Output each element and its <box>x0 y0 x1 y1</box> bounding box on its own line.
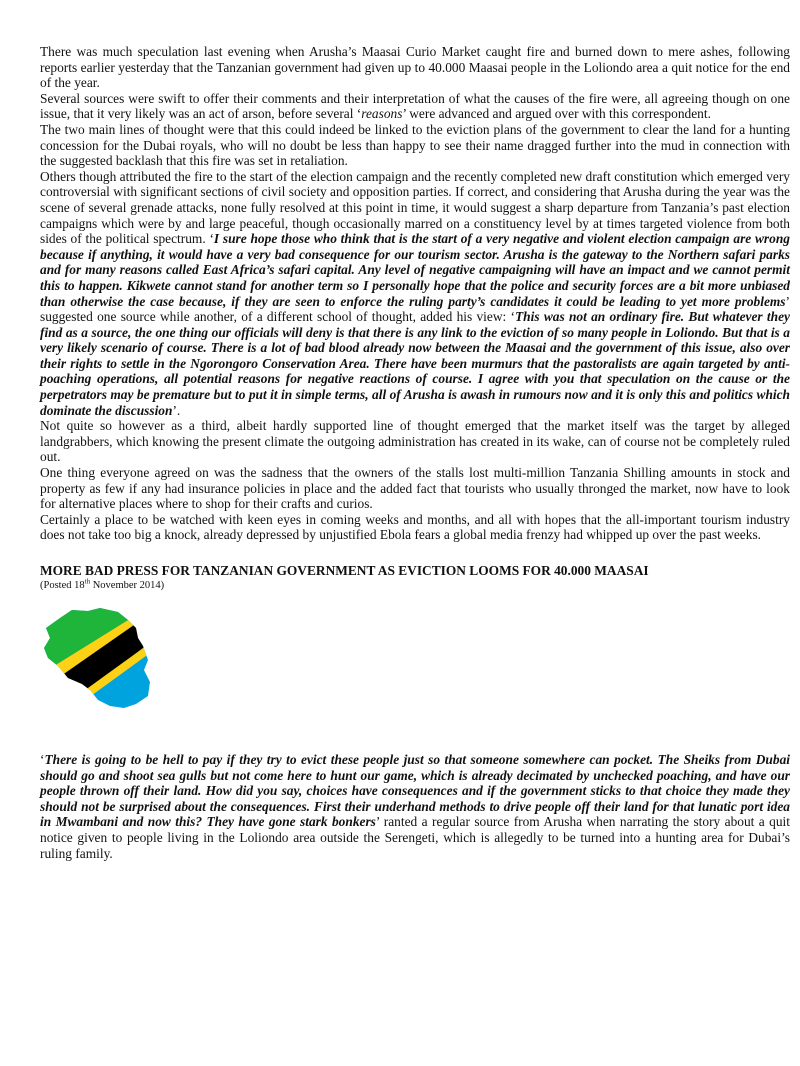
paragraph-eviction-quote <box>40 752 790 861</box>
paragraph-text: Not quite so however as a third, albeit hardly supported line of thought emerged that the market itself was the target by alleged landgrabbers, which knowing the present climate the outgoing administration has created in its wake, can of course not be completely ruled out. <box>40 418 790 465</box>
paragraph-text: ’. <box>172 402 181 418</box>
tanzania-flag-map-graphic <box>38 604 168 714</box>
paragraph-stall-owners <box>40 465 790 512</box>
posted-date <box>40 579 790 592</box>
paragraph-text: The two main lines of thought were that this could indeed be linked to the eviction plans of the government to clear the land for a hunting concession for the Dubai royals, who will no doubt be less than happy to see their name dragged further into the mud in connection with the suggested backlash that this fire was set in retaliation. <box>40 121 790 169</box>
paragraph-lines-of-thought <box>40 122 790 169</box>
posted-text: (Posted 18 <box>40 580 85 591</box>
italic-term: reasons <box>361 106 403 122</box>
document-page <box>40 44 790 861</box>
article-headline: MORE BAD PRESS FOR TANZANIAN GOVERNMENT AS EVICTION LOOMS FOR 40.000 MAASAI <box>40 563 649 578</box>
posted-text: November 2014) <box>90 580 165 591</box>
paragraph-election-campaign <box>40 169 790 419</box>
paragraph-sources <box>40 91 790 122</box>
paragraph-landgrabbers <box>40 418 790 465</box>
tanzania-flag-map-icon <box>38 604 168 714</box>
posted-superscript: th <box>84 577 91 586</box>
paragraph-text: ’ were advanced and argued over with this correspondent. <box>402 106 711 122</box>
paragraph-text: ’ ranted a regular source from Arusha when narrating the story about a quit notice given to people living in the Loliondo area outside the Serengeti, which is allegedly to be turned into a hunting area for Dubai’s ruling family. <box>40 814 790 861</box>
paragraph-text: One thing everyone agreed on was the sadness that the owners of the stalls lost multi-million Tanzania Shilling amounts in stock and property as few if any had insurance policies in place and the added fact that tourists who usually thronged the market, now have to look for alternative places where to shop for their crafts and curios. <box>40 465 790 512</box>
paragraph-text: Certainly a place to be watched with keen eyes in coming weeks and months, and all with hopes that the all-important tourism industry does not take too big a knock, already depressed by unjustified Ebola fears a global media frenzy had whipped up over the past weeks. <box>40 511 790 543</box>
paragraph-fire-speculation <box>40 44 790 91</box>
paragraph-text: Others though attributed the fire to the start of the election campaign and the recently completed new draft constitution which emerged very controversial with significant sections of civil society and opposition parties. If correct, and considering that Arusha during the year was the scene of several grenade attacks, none fully resolved at this point in time, it would suggest a sharp departure from Tanzania’s past election campaigns which were by and large peaceful, though occasionally marred on a constituency level by at times targeted violence from both sides of the political spectrum. ‘ <box>40 168 790 247</box>
paragraph-closing <box>40 512 790 543</box>
paragraph-text: ’ suggested one source while another, of a different school of thought, added his view: ‘ <box>40 293 790 325</box>
paragraph-text: ‘ <box>40 752 45 767</box>
quote-text: I sure hope those who think that is the start of a very negative and violent election campaign are wrong because if anything, it would have a very bad consequence for our tourism sector. Arusha is the gateway to the Northern safari parks and for many reasons called East Africa’s safari capital. Any level of negative campaigning will have an impact and we cannot permit this to happen. Kikwete cannot stand for another term so I personally hope that the police and security forces are a bit more unbiased than otherwise the case because, if they are seen to enforce the ruling party’s candidates it could be leading to yet more problems <box>40 231 790 309</box>
quote-text: This was not an ordinary fire. But whatever they find as a source, the one thing our officials will deny is that there is any link to the eviction of so many people in Loliondo. But that is a very likely scenario of course. There is a lot of bad blood already now between the Maasai and the government of this issue, also over their rights to settle in the Ngorongoro Conservation Area. There have been murmurs that the pastoralists are again targeted by anti-poaching operations, all potential reasons for negative reactions of course. I agree with you that speculation on the cause or the perpetrators may be premature but to put it in simple terms, all of Arusha is awash in rumours now and it is only this and politics which dominate the discussion <box>40 309 790 418</box>
quote-text: There is going to be hell to pay if they try to evict these people just so that someone somewhere can pocket. The Sheiks from Dubai should go and shoot sea gulls but not come here to hunt our game, which is already decimated by unchecked poaching, and have our people thrown off their land. How did you say, choices have consequences and if the government sticks to that choice they made they should not be surprised about the consequences. First their underhand methods to drive people off their land for that lunatic port idea in Mwambani and now this? They have gone stark bonkers <box>40 752 790 830</box>
paragraph-text: Several sources were swift to offer their comments and their interpretation of what the causes of the fire were, all agreeing though on one issue, that it very likely was an act of arson, before several ‘ <box>40 90 790 122</box>
paragraph-text: There was much speculation last evening when Arusha’s Maasai Curio Market caught fire and burned down to mere ashes, following reports earlier yesterday that the Tanzanian government had given up to 40.000 Maasai people in the Loliondo area a quit notice for the end of the year. <box>40 44 790 91</box>
